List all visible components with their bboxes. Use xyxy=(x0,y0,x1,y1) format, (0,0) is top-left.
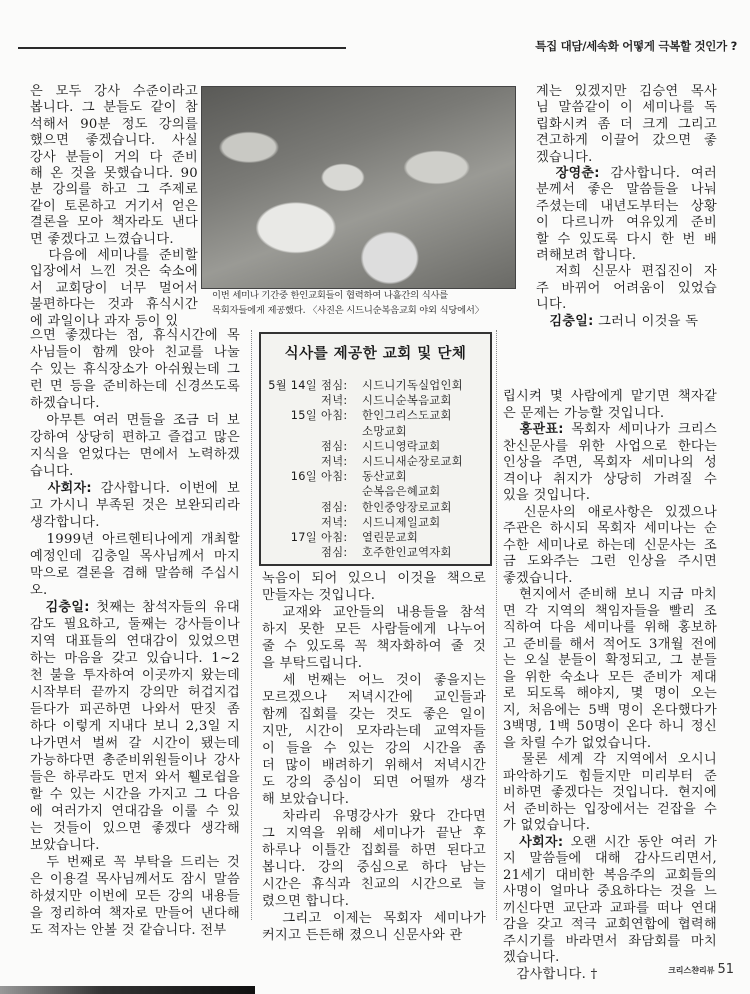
text-line: 교재와 교안들의 내용들을 참석 xyxy=(262,605,486,620)
text-line: 결론을 모아 책자라도 낸다 xyxy=(30,215,198,231)
text-line: 하는 마음을 갖고 있습니다. 1~2 xyxy=(30,651,240,666)
text-line: 는 것들이 있으면 좋겠다 생각해 xyxy=(30,821,240,836)
text-line: 함께 집회를 갖는 것도 좋은 일이 xyxy=(262,707,486,722)
text-line: 보았습니다. xyxy=(30,838,100,853)
text-line: 은 이용걸 목사님께서도 잠시 말씀 xyxy=(30,872,240,887)
text-line: 분께서 좋은 말씀들을 나눠 xyxy=(536,182,717,198)
text-line: 봅니다. 강의 중심으로 하다 남는 xyxy=(262,860,486,875)
meal-type: 점심: xyxy=(321,379,348,392)
text-line: 은 문제는 가능할 것입니다. xyxy=(503,405,665,421)
text-line: 3백명, 1백 50명이 온다 하니 정신 xyxy=(503,719,717,734)
text-line: 현지에서 준비해 보니 지금 마치 xyxy=(503,587,717,602)
text-line: 홍관표: 목회자 세미나가 크리스 xyxy=(519,422,717,437)
text-line: 김충일: 그러니 이것을 독 xyxy=(549,313,699,329)
text-line: 감사합니다. † xyxy=(503,966,598,982)
text-line: 렸으면 합니다. xyxy=(262,894,350,909)
magazine-name: 크리스챤리뷰 xyxy=(668,966,715,975)
sponsor-name: 동산교회 xyxy=(362,470,407,484)
page-number: 51 xyxy=(717,962,734,977)
text-line: 찬신문사를 위한 사업으로 한다는 xyxy=(503,438,717,454)
text-line: 지식을 얻었다는 면에서 노력하겠 xyxy=(30,447,240,462)
sponsor-name: 시드니순복음교회 xyxy=(362,394,452,408)
text-line: 김충일: 첫째는 참석자들의 유대 xyxy=(45,600,240,615)
text-line: 런 면 등을 준비하는데 신경쓰도록 xyxy=(30,379,240,394)
meal-sponsors-box xyxy=(259,332,492,566)
text-line: 있을 것입니다. xyxy=(503,488,591,503)
text-line: 하지 못한 모든 사람들에게 나누어 xyxy=(262,622,486,637)
text-line: 같이 토론하고 거기서 얻은 xyxy=(30,198,198,214)
text-line: 세 번째는 어느 것이 좋을지는 xyxy=(262,673,486,688)
text-line: 고 가시니 부족된 것은 보완되리라 xyxy=(30,498,240,513)
text-line: 주셨는데 내년도부터는 상황 xyxy=(536,198,717,214)
meal-date: 17일 xyxy=(290,531,317,544)
meal-date: 16일 xyxy=(290,470,317,484)
text-line: 지 말씀들에 대해 감사드리면서, xyxy=(503,851,717,866)
text-line: 21세기 대비한 복음주의 교회들의 xyxy=(503,867,717,883)
sponsor-name: 시드니새순장로교회 xyxy=(362,455,463,468)
text-line: 불편하다는 것과 휴식시간 xyxy=(30,297,198,313)
text-line: 고 준비를 해서 적어도 3개월 전에 xyxy=(503,636,717,652)
text-line: 나가면서 벌써 갈 시간이 됐는데 xyxy=(30,736,240,751)
text-line: 겠습니다. xyxy=(536,149,593,165)
text-line: 직하여 다음 세미나를 위해 홍보하 xyxy=(503,620,717,635)
text-line: 수 있는 휴식장소가 아쉬웠는데 그 xyxy=(30,362,240,377)
text-line: 그 지역을 위해 세미나가 끝난 후 xyxy=(262,826,486,841)
text-line: 감도 필요하고, 둘째는 강사들이나 xyxy=(30,617,240,632)
text-line: 커지고 든든해 졌으니 신문사와 관 xyxy=(262,928,463,943)
text-line: 만들자는 것입니다. xyxy=(262,588,376,603)
text-line: 은 모두 강사 수준이라고 xyxy=(30,84,198,99)
sponsor-name: 열린문교회 xyxy=(362,531,419,544)
text-line: 도 적자는 안볼 것 같습니다. 전부 xyxy=(30,923,227,938)
text-line: 립화시켜 좀 더 크게 그리고 xyxy=(536,116,717,132)
meal-type: 아침: xyxy=(321,531,348,544)
sponsor-name: 시드니기독실업인회 xyxy=(362,379,463,392)
meal-type: 점심: xyxy=(321,546,348,560)
text-line: 가능하다면 총준비위원들이나 강사 xyxy=(30,753,240,768)
text-line: 할 수 있는 시간을 가지고 그 다음 xyxy=(30,787,240,802)
text-line: 니다. xyxy=(536,297,567,313)
text-line: 사회자: 오랜 시간 동안 여러 가 xyxy=(519,834,717,850)
text-line: 다음에 세미나를 준비할 xyxy=(30,248,198,263)
meal-type: 저녁: xyxy=(321,515,348,529)
text-line: 하셨지만 이번에 모든 강의 내용들 xyxy=(30,889,240,904)
text-line: 는 오실 분들이 확정되고, 그 분들 xyxy=(503,653,717,668)
text-line: 강사 분들이 거의 다 준비 xyxy=(30,149,198,165)
text-line: 할 수 있도록 다시 한 번 배 xyxy=(536,231,717,247)
text-line: 려해보려 합니다. xyxy=(536,248,637,263)
text-line: 감을 갖고 적극 교회연합에 협력해 xyxy=(503,917,717,932)
text-line: 을 차릴 수가 없었습니다. xyxy=(503,735,652,751)
sponsor-name: 순복음은혜교회 xyxy=(362,485,441,499)
header-rule xyxy=(18,47,346,49)
text-line: 가 없었습니다. xyxy=(503,818,591,833)
meal-type: 아침: xyxy=(321,409,348,423)
text-line: 립시켜 몇 사람에게 맡기면 책자같 xyxy=(503,389,717,404)
scan-edge xyxy=(0,986,255,994)
meal-date: 5월 14일 xyxy=(268,379,317,392)
text-line: 님 말씀같이 이 세미나를 독 xyxy=(536,100,717,116)
text-line: 시간은 휴식과 친교의 시간으로 늘 xyxy=(262,877,486,892)
caption-line: 이번 세미나 기간중 한인교회들이 협력하여 나흘간의 식사를 xyxy=(212,290,449,301)
sponsor-name: 한인그리스도교회 xyxy=(362,409,452,423)
meal-type: 저녁: xyxy=(321,394,348,408)
text-line: 생각합니다. xyxy=(30,515,100,530)
meal-type: 점심: xyxy=(321,500,348,514)
text-line: 지, 처음에는 5백 명이 온다했다가 xyxy=(503,702,717,718)
text-line: 지역 대표들의 연대감이 있었으면 xyxy=(30,634,240,649)
text-line: 견고하게 이끌어 갔으면 좋 xyxy=(536,133,717,149)
text-line: 저희 신문사 편집진이 자 xyxy=(536,264,717,280)
text-line: 했으면 좋겠습니다. 사실 xyxy=(30,133,198,149)
meal-type: 점심: xyxy=(321,439,348,453)
text-line: 파악하기도 힘들지만 미리부터 준 xyxy=(503,768,717,784)
sponsor-name: 시드니영락교회 xyxy=(362,439,441,453)
text-line: 1999년 아르헨티나에게 개최할 xyxy=(30,532,240,547)
text-line: 해 온 것을 못했습니다. 90 xyxy=(30,166,198,181)
text-line: 수한 세미나로 하는데 신문사는 조 xyxy=(503,537,717,553)
text-line: 시작부터 끝까지 강의만 허겁지겁 xyxy=(30,685,240,700)
seminar-meal-photo xyxy=(201,86,516,289)
text-line: 차라리 유명강사가 왔다 간다면 xyxy=(262,809,486,824)
text-line: 입장에서 느낀 것은 숙소에 xyxy=(30,264,198,280)
meal-sponsors-title: 식사를 제공한 교회 및 단체 xyxy=(284,346,467,362)
text-line: 하루나 이틀간 집회를 하면 된다고 xyxy=(262,843,486,858)
sponsor-name: 호주한인교역자회 xyxy=(362,546,452,560)
text-line: 끼신다면 교단과 교파를 떠나 연대 xyxy=(503,900,717,916)
photo-caption xyxy=(212,288,502,318)
text-line: 하다 이렇게 지내다 보니 2,3일 지 xyxy=(30,719,240,734)
text-line: 을 부탁드립니다. xyxy=(262,656,363,671)
text-line: 으면 좋겠다는 점, 휴식시간에 목 xyxy=(30,328,240,343)
text-line: 줄 수 있도록 꼭 책자화하여 줄 것 xyxy=(262,639,486,654)
text-line: 주관은 하시되 목회자 세미나는 순 xyxy=(503,521,717,536)
meal-type: 아침: xyxy=(321,470,348,484)
text-line: 도 강의 중심이 되면 어떨까 생각 xyxy=(262,775,486,790)
text-line: 에 여러가지 연대감을 이룰 수 있 xyxy=(30,804,240,819)
text-line: 예정인데 김충일 목사님께서 마지 xyxy=(30,549,240,564)
text-line: 인상을 주면, 목회자 세미나의 성 xyxy=(503,455,717,470)
text-line: 금 도와주는 그런 인상을 주시면 xyxy=(503,554,717,569)
text-line: 을 정리하여 책자로 만들어 낸다해 xyxy=(30,906,240,921)
text-line: 물론 세계 각 지역에서 오시니 xyxy=(503,752,717,767)
column-divider xyxy=(496,330,497,920)
text-line: 서 준비하는 입장에서는 걷잡을 수 xyxy=(503,801,717,817)
text-line: 두 번째로 꼭 부탁을 드리는 것 xyxy=(30,855,240,870)
text-line: 그리고 이제는 목회자 세미나가 xyxy=(262,911,486,926)
text-line: 봅니다. 그 분들도 같이 참 xyxy=(30,100,198,116)
text-line: 지만, 시간이 모자라는데 교역자들 xyxy=(262,724,486,739)
text-line: 막으로 결론을 겸해 말씀해 주십시 xyxy=(30,566,240,581)
text-line: 격이나 취지가 상당히 가려질 수 xyxy=(503,471,717,487)
text-line: 사님들이 함께 앉아 친교를 나눌 xyxy=(30,345,240,360)
text-line: 들은 하루라도 먼저 와서 휄로쉽을 xyxy=(30,770,240,785)
text-line: 듣다가 피곤하면 나와서 딴짓 좀 xyxy=(30,702,240,717)
text-line: 사명이 얼마나 중요하다는 것을 느 xyxy=(503,884,717,899)
text-line: 분 강의를 하고 그 주제로 xyxy=(30,182,198,198)
text-line: 습니다. xyxy=(30,464,74,479)
text-line: 면 좋겠다고 느꼈습니다. xyxy=(30,231,174,247)
text-line: 사회자: 감사합니다. 이번에 보 xyxy=(47,481,240,496)
text-line: 계는 있겠지만 김승연 목사 xyxy=(536,84,717,99)
page-footer xyxy=(668,962,734,977)
text-line: 하겠습니다. xyxy=(30,396,100,411)
text-line: 서 교회당이 너무 멀어서 xyxy=(30,280,198,296)
text-line: 장영춘: 감사합니다. 여러 xyxy=(555,166,717,181)
text-line: 로 되도록 해야지, 몇 명이 오는 xyxy=(503,686,717,701)
text-line: 면 각 지역의 책임자들을 빨리 조 xyxy=(503,603,717,619)
text-line: 비하면 좋겠다는 것입니다. 현지에 xyxy=(503,785,717,800)
sponsor-name: 소망교회 xyxy=(362,424,407,438)
text-line: 녹음이 되어 있으니 이것을 책으로 xyxy=(262,571,486,586)
text-line: 에 과일이나 과자 등이 있 xyxy=(30,313,179,329)
text-line: 을 위한 숙소나 모든 준비가 제대 xyxy=(503,669,717,685)
text-line: 석해서 90분 정도 강의를 xyxy=(30,116,198,132)
text-line: 이 들을 수 있는 강의 시간을 좀 xyxy=(262,741,486,756)
text-line: 겠습니다. xyxy=(503,950,560,965)
text-line: 아무튼 여러 면들을 조금 더 보 xyxy=(30,413,240,428)
text-line: 이 다르니까 여유있게 준비 xyxy=(536,215,717,231)
text-line: 해 보았습니다. xyxy=(262,792,350,807)
sponsor-name: 한인중앙장로교회 xyxy=(362,500,452,514)
text-line: 강하여 상당히 편하고 즐겁고 많은 xyxy=(30,430,240,445)
caption-line: 목회자들에게 제공했다. 〈사진은 시드니순복음교회 야외 식당에서〉 xyxy=(212,305,484,316)
meal-type: 저녁: xyxy=(321,455,348,468)
meal-date: 15일 xyxy=(290,409,317,423)
sponsor-name: 시드니제일교회 xyxy=(362,515,441,529)
text-line: 주시기를 바라면서 좌담회를 마치 xyxy=(503,933,717,949)
text-line: 천 불을 투자하여 이곳까지 왔는데 xyxy=(30,668,240,683)
text-line: 신문사의 애로사항은 있겠으나 xyxy=(503,504,717,520)
text-line: 좋겠습니다. xyxy=(503,570,573,586)
section-title: 특집 대담/세속화 어떻게 극복할 것인가 ? xyxy=(535,39,737,53)
text-line: 주 바뀌어 어려움이 있었습 xyxy=(536,280,717,296)
text-line: 오. xyxy=(30,583,48,598)
column-divider xyxy=(251,330,252,920)
text-line: 더 많이 배려하기 위해서 저녁시간 xyxy=(262,758,486,773)
text-line: 모르겠으나 저녁시간에 교인들과 xyxy=(262,690,486,705)
